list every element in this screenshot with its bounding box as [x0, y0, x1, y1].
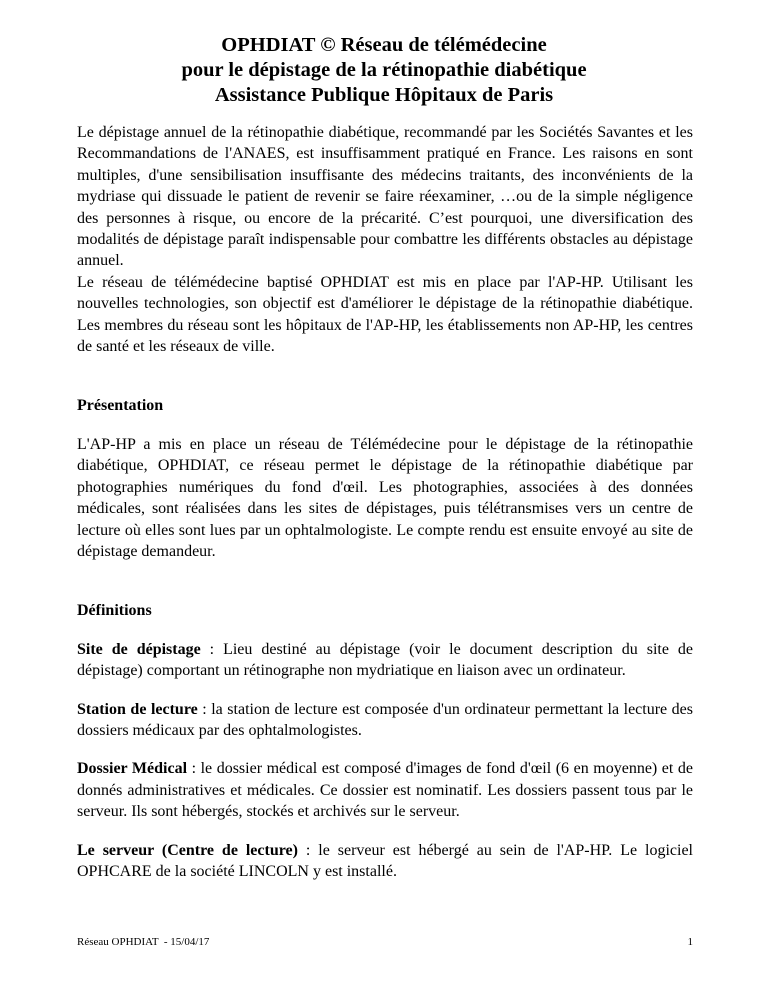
title-line-2: pour le dépistage de la rétinopathie diabétique	[181, 59, 587, 81]
presentation-paragraph: L'AP-HP a mis en place un réseau de Télémédecine pour le dépistage de la rétinopathie diabétique, OPHDIAT, ce réseau permet le dépistage de la rétinopathie diabétique par photographies numériques du fond d'œil. Les photographies, associées à des données médicales, sont réalisées dans les sites de dépistages, puis télétransmises vers un centre de lecture où elles sont lues par un ophtalmologiste. Le compte rendu est ensuite envoyé au site de dépistage demandeur.	[77, 435, 693, 560]
document-title	[0, 33, 768, 108]
definition-station-lecture	[77, 699, 693, 742]
intro-paragraph-1: Le dépistage annuel de la rétinopathie diabétique, recommandé par les Sociétés Savantes et les Recommandations de l'ANAES, est insuffisamment pratiqué en France. Les raisons en sont multiples, d'une sensibilisation insuffisante des médecins traitants, des inconvénients de la mydriase qui dissuade le patient de revenir se faire réexaminer, …ou de la simple négligence des personnes à risque, ou encore de la précarité. C’est pourquoi, une diversification des modalités de dépistage paraît indispensable pour combattre les différents obstacles au dépistage annuel.	[77, 124, 693, 270]
definition-term: Station de lecture	[77, 700, 198, 718]
definition-text: : Lieu destiné au dépistage (voir le document description du site de dépistage) comportant un rétinographe non mydriatique en liaison avec un ordinateur.	[77, 640, 693, 680]
document-body	[77, 122, 693, 882]
definition-text: : le dossier médical est composé d'images de fond d'œil (6 en moyenne) et de donnés administratives et médicales. Ce dossier est nominatif. Les dossiers passent tous par le serveur. Ils sont hébergés, stockés et archivés sur le serveur.	[77, 760, 694, 821]
definition-term: Site de dépistage	[77, 640, 201, 658]
intro-paragraph-2: Le réseau de télémédecine baptisé OPHDIAT est mis en place par l'AP-HP. Utilisant les nouvelles technologies, son objectif est d'améliorer le dépistage de la rétinopathie diabétique. Les membres du réseau sont les hôpitaux de l'AP-HP, les établissements non AP-HP, les centres de santé et les réseaux de ville.	[77, 273, 693, 356]
definition-text: : la station de lecture est composée d'un ordinateur permettant la lecture des dossiers médicaux par des ophtalmologistes.	[77, 700, 693, 739]
definition-term: Dossier Médical	[77, 760, 188, 778]
definition-site-depistage	[77, 639, 693, 682]
definition-serveur	[77, 840, 693, 883]
definitions-heading: Définitions	[77, 602, 152, 620]
page-footer	[77, 936, 693, 948]
presentation-heading: Présentation	[77, 397, 164, 415]
footer-text: Réseau OPHDIAT - 15/04/17	[77, 936, 210, 948]
definition-text: : le serveur est hébergé au sein de l'AP-HP. Le logiciel OPHCARE de la société LINCOLN y est installé.	[77, 841, 693, 880]
definition-term: Le serveur (Centre de lecture)	[77, 841, 298, 859]
page-number: 1	[687, 936, 693, 948]
title-line-3: Assistance Publique Hôpitaux de Paris	[214, 84, 554, 106]
title-line-1: OPHDIAT © Réseau de télémédecine	[221, 34, 547, 56]
definition-dossier-medical	[77, 758, 693, 822]
